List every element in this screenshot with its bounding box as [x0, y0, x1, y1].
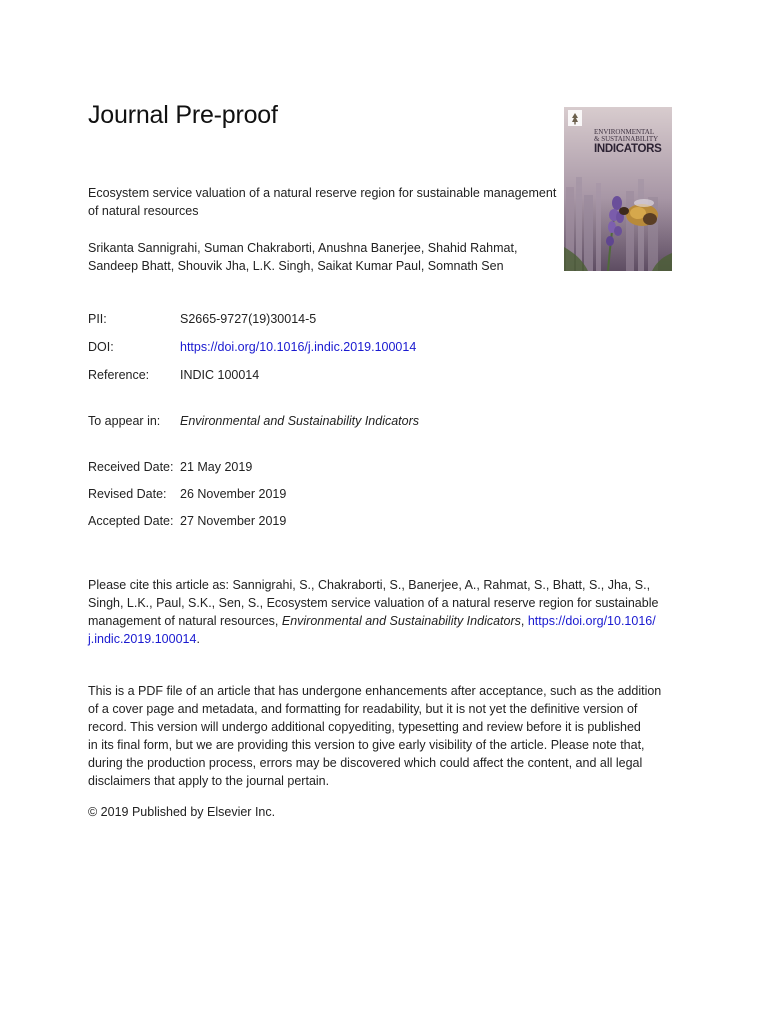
notice-line: This is a PDF file of an article that has undergone enhancements after acceptance, such as the addition	[88, 684, 662, 698]
accepted-value: 27 November 2019	[180, 514, 287, 528]
received-value: 21 May 2019	[180, 460, 253, 474]
pii-label: PII:	[88, 312, 107, 326]
notice-line: disclaimers that apply to the journal pertain.	[88, 774, 330, 788]
citation-text: management of natural resources,	[88, 614, 282, 628]
pii-value: S2665-9727(19)30014-5	[180, 312, 317, 326]
citation-journal: Environmental and Sustainability Indicators	[281, 614, 521, 628]
article-title-line: of natural resources	[88, 204, 199, 218]
reference-label: Reference:	[88, 368, 150, 382]
citation-line: Please cite this article as: Sannigrahi, S., Chakraborti, S., Banerjee, A., Rahmat, S., Bhatt, S., Jha, S.,	[88, 578, 651, 592]
citation-paragraph	[88, 576, 668, 648]
article-title-line: Ecosystem service valuation of a natural reserve region for sustainable management	[88, 186, 557, 200]
notice-line: during the production process, errors may be discovered which could affect the content, and all legal	[88, 756, 643, 770]
notice-line: of a cover page and metadata, and formatting for readability, but it is not yet the definitive version of	[88, 702, 638, 716]
citation-doi-link-continued[interactable]: j.indic.2019.100014	[88, 632, 197, 646]
doi-label: DOI:	[88, 340, 114, 354]
notice-line: in its final form, but we are providing this version to give early visibility of the article. Please note that,	[88, 738, 645, 752]
article-title	[88, 184, 558, 220]
cover-title-line: ENVIRONMENTAL	[594, 128, 655, 136]
citation-end: .	[196, 632, 200, 646]
citation-line	[88, 612, 668, 630]
copyright-notice: © 2019 Published by Elsevier Inc.	[88, 805, 276, 819]
citation-line: Singh, L.K., Paul, S.K., Sen, S., Ecosystem service valuation of a natural reserve region for sustainable	[88, 596, 659, 610]
citation-separator: ,	[520, 614, 528, 628]
revised-label: Revised Date:	[88, 487, 167, 501]
cover-title-large: INDICATORS	[594, 143, 662, 155]
author-list	[88, 239, 558, 275]
journal-cover-image	[564, 107, 672, 271]
appear-in-label: To appear in:	[88, 414, 161, 428]
cover-title-small	[594, 129, 658, 143]
citation-doi-link[interactable]: https://doi.org/10.1016/	[527, 614, 656, 628]
reference-value: INDIC 100014	[180, 368, 260, 382]
elsevier-logo-icon	[568, 110, 582, 126]
revised-value: 26 November 2019	[180, 487, 287, 501]
received-label: Received Date:	[88, 460, 174, 474]
journal-preproof-label: Journal Pre-proof	[88, 101, 278, 129]
preproof-notice	[88, 682, 668, 790]
notice-line: record. This version will undergo additional copyediting, typesetting and review before it is published	[88, 720, 641, 734]
journal-name: Environmental and Sustainability Indicators	[180, 414, 420, 428]
citation-line	[88, 630, 668, 648]
doi-link[interactable]: https://doi.org/10.1016/j.indic.2019.100014	[180, 340, 417, 354]
author-line: Sandeep Bhatt, Shouvik Jha, L.K. Singh, Saikat Kumar Paul, Somnath Sen	[88, 259, 504, 273]
cover-title-line: & SUSTAINABILITY	[594, 135, 659, 143]
accepted-label: Accepted Date:	[88, 514, 174, 528]
author-line: Srikanta Sannigrahi, Suman Chakraborti, Anushna Banerjee, Shahid Rahmat,	[88, 241, 518, 255]
